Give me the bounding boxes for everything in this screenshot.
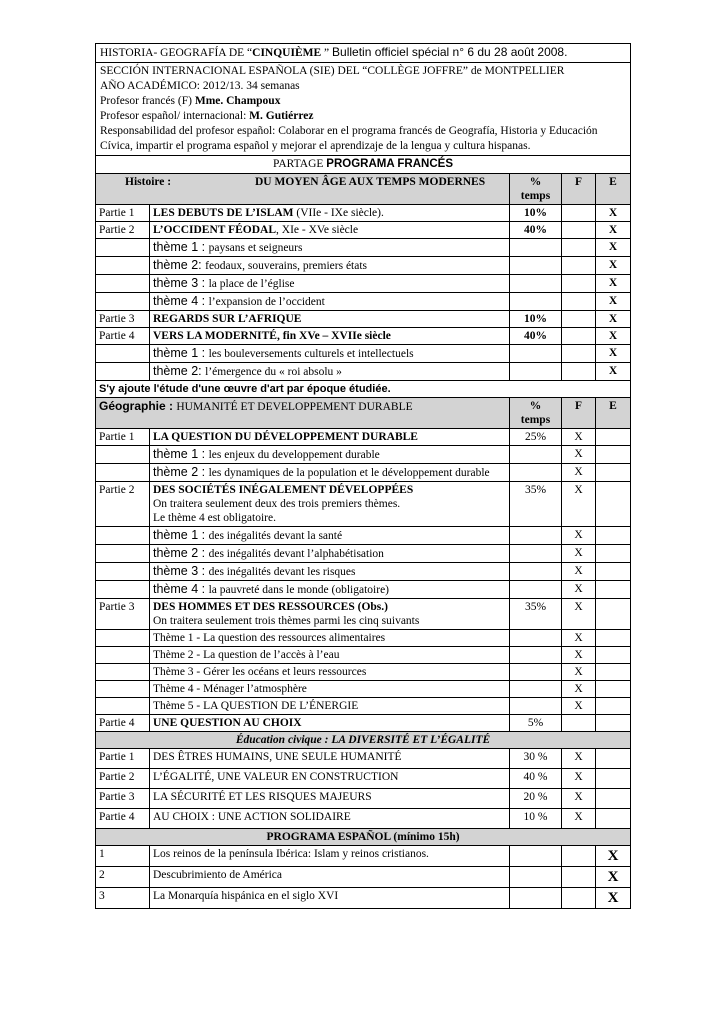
- table-row: thème 4 : la pauvreté dans le monde (obligatoire) X: [96, 581, 631, 599]
- espanol-heading: PROGRAMA ESPAÑOL (mínimo 15h): [96, 829, 631, 846]
- table-row: Partie 4 UNE QUESTION AU CHOIX 5%: [96, 715, 631, 732]
- academic-year-line: AÑO ACADÉMICO: 2012/13. 34 semanas: [100, 80, 300, 92]
- partage-heading: PARTAGE PROGRAMA FRANCÉS: [96, 156, 631, 174]
- civique-heading: Éducation civique : LA DIVERSITÉ ET L’ÉGALITÉ: [96, 732, 631, 749]
- french-teacher-line: Profesor francés (F) Mme. Champoux: [100, 95, 281, 107]
- geographie-col-pct: % temps: [510, 398, 562, 429]
- table-row: Partie 1 LA QUESTION DU DÉVELOPPEMENT DURABLE 25% X: [96, 429, 631, 446]
- table-row: thème 3 : la place de l’église X: [96, 275, 631, 293]
- table-row: thème 2: l’émergence du « roi absolu » X: [96, 363, 631, 381]
- table-row: thème 1 : paysans et seigneurs X: [96, 239, 631, 257]
- program-table: [95, 43, 631, 909]
- histoire-col-f: F: [562, 174, 596, 205]
- table-row: thème 2 : les dynamiques de la population et le développement durable X: [96, 464, 631, 482]
- table-row: Thème 1 - La question des ressources alimentaires X: [96, 630, 631, 647]
- table-row: Partie 4 AU CHOIX : UNE ACTION SOLIDAIRE 10 % X: [96, 809, 631, 829]
- table-row: Partie 2 L’ÉGALITÉ, UNE VALEUR EN CONSTRUCTION 40 % X: [96, 769, 631, 789]
- school-line: SECCIÓN INTERNACIONAL ESPAÑOLA (SIE) DEL “COLLÈGE JOFFRE” de MONTPELLIER: [100, 65, 565, 77]
- table-row: 2 Descubrimiento de América X: [96, 867, 631, 888]
- table-row: thème 3 : des inégalités devant les risques X: [96, 563, 631, 581]
- histoire-col-e: E: [596, 174, 631, 205]
- histoire-note: S'y ajoute l'étude d'une œuvre d'art par époque étudiée.: [96, 381, 631, 398]
- table-row: Partie 1 DES ÊTRES HUMAINS, UNE SEULE HUMANITÉ 30 % X: [96, 749, 631, 769]
- header-info: [96, 63, 631, 156]
- table-row: 1 Los reinos de la península Ibérica: Islam y reinos cristianos. X: [96, 846, 631, 867]
- table-row: Partie 2 DES SOCIÉTÉS INÉGALEMENT DÉVELOPPÉES On traitera seulement deux des trois premiers thèmes. Le thème 4 est obligatoire. 35% X: [96, 482, 631, 527]
- table-row: thème 2: feodaux, souverains, premiers états X: [96, 257, 631, 275]
- table-row: Partie 1 LES DEBUTS DE L’ISLAM (VIIe - IXe siècle). 10% X: [96, 205, 631, 222]
- spanish-teacher-line: Profesor español/ internacional: M. Gutiérrez: [100, 110, 314, 122]
- histoire-col-pct: % temps: [510, 174, 562, 205]
- responsibility-text: Responsabilidad del profesor español: Colaborar en el programa francés de Geografía, Historia y Educación Cívica, impartir el programa español y mejorar el aprendizaje de la lengua y cultura hispanas.: [100, 125, 598, 152]
- table-row: Thème 4 - Ménager l’atmosphère X: [96, 681, 631, 698]
- table-row: thème 2 : des inégalités devant l’alphabétisation X: [96, 545, 631, 563]
- geographie-heading: Géographie : HUMANITÉ ET DEVELOPPEMENT DURABLE: [96, 398, 510, 429]
- table-row: thème 4 : l’expansion de l’occident X: [96, 293, 631, 311]
- table-row: Partie 3 REGARDS SUR L’AFRIQUE 10% X: [96, 311, 631, 328]
- header-line-1: HISTORIA- GEOGRAFÍA DE “CINQUIÈME ” Bulletin officiel spécial n° 6 du 28 août 2008.: [96, 44, 631, 63]
- table-row: thème 1 : les bouleversements culturels et intellectuels X: [96, 345, 631, 363]
- table-row: Partie 3 LA SÉCURITÉ ET LES RISQUES MAJEURS 20 % X: [96, 789, 631, 809]
- table-row: Thème 3 - Gérer les océans et leurs ressources X: [96, 664, 631, 681]
- table-row: Thème 2 - La question de l’accès à l’eau X: [96, 647, 631, 664]
- histoire-heading: Histoire : DU MOYEN ÂGE AUX TEMPS MODERNES: [96, 174, 510, 205]
- geographie-col-f: F: [562, 398, 596, 429]
- table-row: Partie 2 L’OCCIDENT FÉODAL, XIe - XVe siècle 40% X: [96, 222, 631, 239]
- table-row: thème 1 : les enjeux du developpement durable X: [96, 446, 631, 464]
- table-row: Thème 5 - LA QUESTION DE L’ÉNERGIE X: [96, 698, 631, 715]
- table-row: Partie 3 DES HOMMES ET DES RESSOURCES (Obs.) On traitera seulement trois thèmes parmi les cinq suivants 35% X: [96, 599, 631, 630]
- geographie-col-e: E: [596, 398, 631, 429]
- table-row: Partie 4 VERS LA MODERNITÉ, fin XVe – XVIIe siècle 40% X: [96, 328, 631, 345]
- table-row: 3 La Monarquía hispánica en el siglo XVI X: [96, 888, 631, 909]
- document: [95, 43, 630, 909]
- table-row: thème 1 : des inégalités devant la santé X: [96, 527, 631, 545]
